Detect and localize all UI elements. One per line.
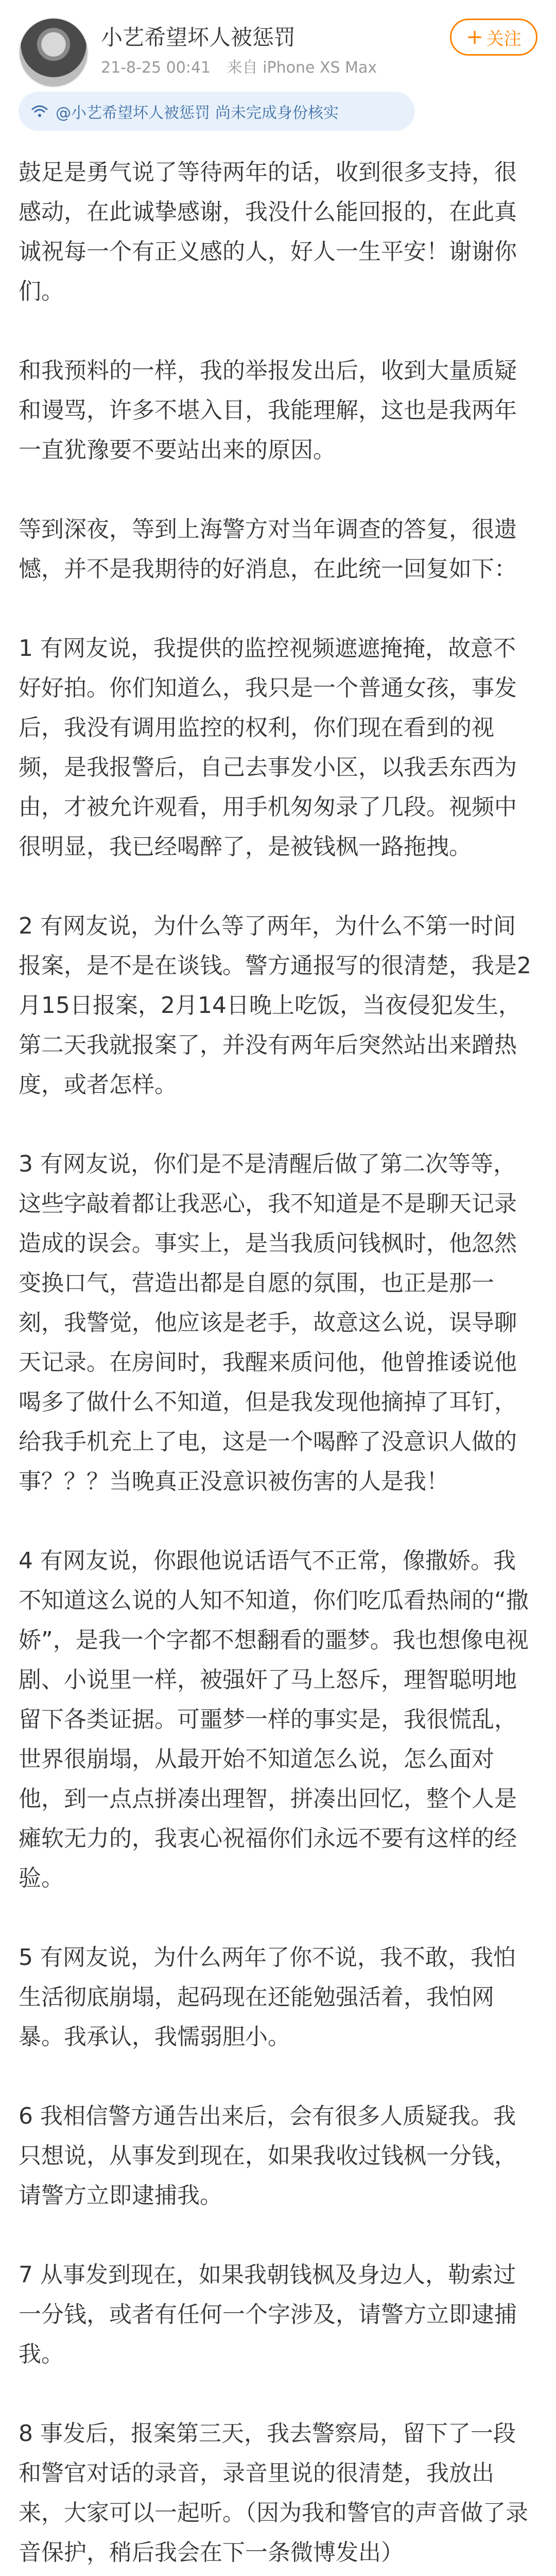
- post-paragraph: 2 有网友说，为什么等了两年，为什么不第一时间报案，是不是在谈钱。警方通报写的很清楚，我是2月15日报案，2月14日晚上吃饭，当夜侵犯发生，第二天我就报案了，并没有两年后突然站出来蹭热度，或者怎样。: [19, 913, 531, 1098]
- post-meta: [101, 55, 388, 77]
- post-header: [0, 0, 556, 103]
- post-paragraph: 等到深夜，等到上海警方对当年调查的答复，很遗憾，并不是我期待的好消息，在此统一回复如下：: [19, 516, 517, 582]
- post-paragraph: 3 有网友说，你们是不是清醒后做了第二次等等，这些字敲着都让我恶心，我不知道是不是聊天记录造成的误会。事实上，是当我质问钱枫时，他忽然变换口气，营造出都是自愿的氛围，也正是那一刻，我警觉，他应该是老手，故意这么说，误导聊天记录。在房间时，我醒来质问他，他曾推诿说他喝多了做什么不知道，但是我发现他摘掉了耳钉，给我手机充上了电，这是一个喝醉了没意识人做的事？？？当晚真正没意识被伤害的人是我！: [19, 1151, 517, 1495]
- post-paragraph: 5 有网友说，为什么两年了你不说，我不敢，我怕生活彻底崩塌，起码现在还能勉强活着，我怕网暴。我承认，我懦弱胆小。: [19, 1944, 516, 2050]
- notice-mention[interactable]: @小艺希望坏人被惩罚: [56, 104, 210, 122]
- identity-notice[interactable]: [19, 92, 415, 131]
- notice-text: 尚未完成身份核实: [215, 104, 339, 122]
- post-paragraph: 7 从事发到现在，如果我朝钱枫及身边人，勒索过一分钱，或者有任何一个字涉及，请警方立即逮捕我。: [19, 2262, 517, 2367]
- post-body: [19, 152, 537, 2576]
- username[interactable]: 小艺希望坏人被惩罚: [101, 25, 296, 50]
- post-source: 来自 iPhone XS Max: [227, 59, 377, 77]
- follow-button[interactable]: [450, 19, 537, 56]
- post-paragraph: 8 事发后，报案第三天，我去警察局，留下了一段和警官对话的录音，录音里说的很清楚，我放出来，大家可以一起听。（因为我和警官的声音做了录音保护，稍后我会在下一条微博发出）: [19, 2420, 528, 2566]
- post-paragraph: 6 我相信警方通告出来后，会有很多人质疑我。我只想说，从事发到现在，如果我收过钱枫一分钱，请警方立即逮捕我。: [19, 2103, 517, 2209]
- avatar[interactable]: [19, 18, 89, 88]
- post-paragraph: 4 有网友说，你跟他说话语气不正常，像撒娇。我不知道这么说的人知不知道，你们吃瓜看热闹的“撒娇”，是我一个字都不想翻看的噩梦。我也想像电视剧、小说里一样，被强奸了马上怒斥，理智聪明地留下各类证据。可噩梦一样的事实是，我很慌乱，世界很崩塌，从最开始不知道怎么说，怎么面对他，到一点点拼凑出理智，拼凑出回忆，整个人是瘫软无力的，我衷心祝福你们永远不要有这样的经验。: [19, 1548, 529, 1891]
- follow-label: 关注: [486, 28, 522, 49]
- post-paragraph: 1 有网友说，我提供的监控视频遮遮掩掩，故意不好好拍。你们知道么，我只是一个普通女孩，事发后，我没有调用监控的权利，你们现在看到的视频，是我报警后，自己去事发小区，以我丢东西为由，才被允许观看，用手机匆匆录了几段。视频中很明显，我已经喝醉了，是被钱枫一路拖拽。: [19, 635, 517, 860]
- post-paragraph: 鼓足是勇气说了等待两年的话，收到很多支持，很感动，在此诚挚感谢，我没什么能回报的，在此真诚祝每一个有正义感的人，好人一生平安！谢谢你们。: [19, 159, 517, 304]
- plus-icon: +: [466, 25, 483, 49]
- timestamp: 21-8-25 00:41: [101, 59, 211, 77]
- broadcast-icon: [31, 104, 48, 119]
- post-paragraph: 和我预料的一样，我的举报发出后，收到大量质疑和谩骂，许多不堪入目，我能理解，这也是我两年一直犹豫要不要站出来的原因。: [19, 358, 517, 463]
